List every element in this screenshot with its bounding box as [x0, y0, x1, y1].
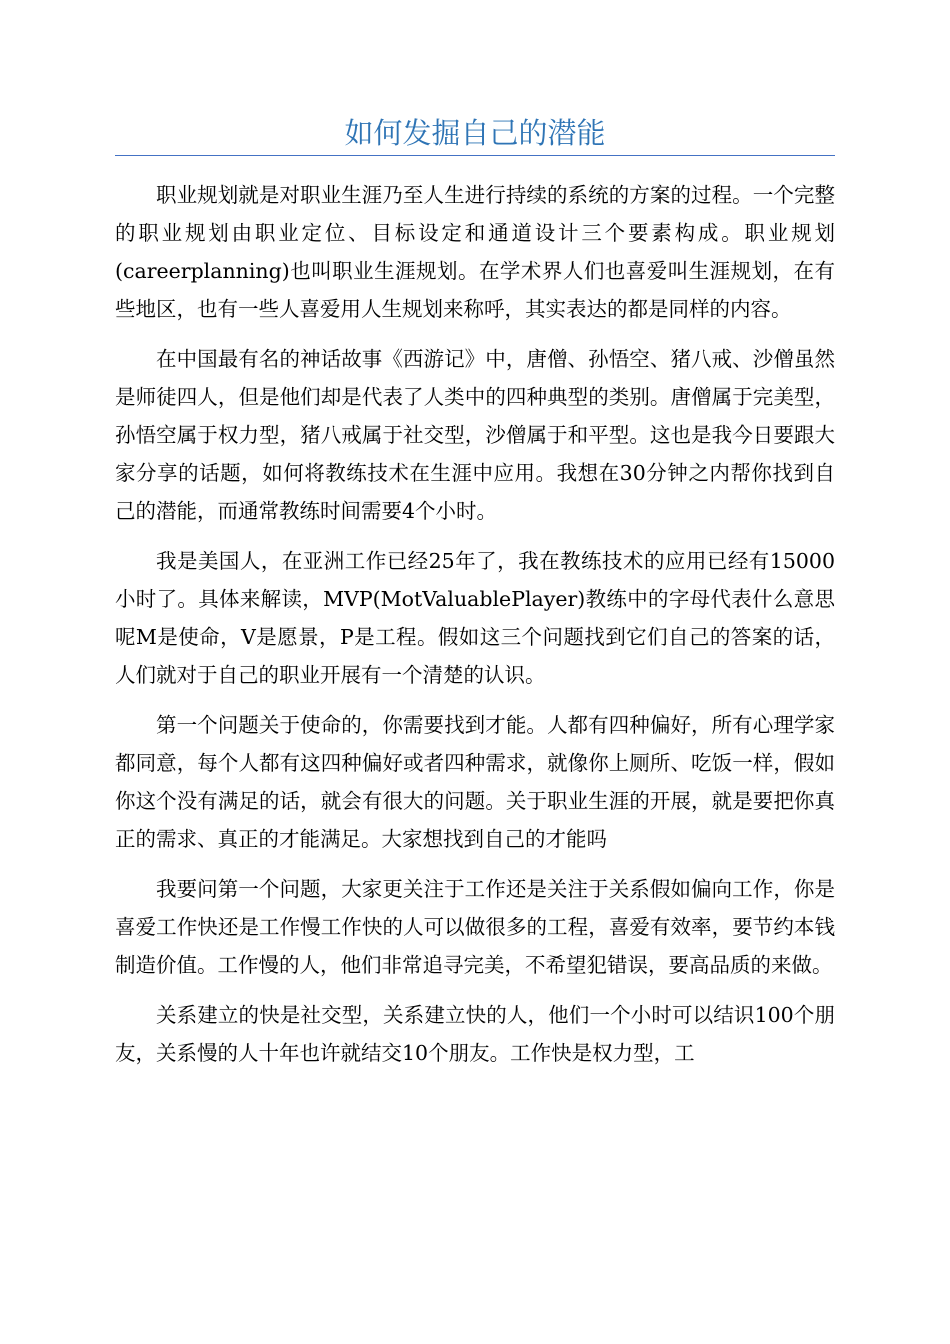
- paragraph-3: 我是美国人，在亚洲工作已经25年了，我在教练技术的应用已经有15000小时了。具体来解读，MVP(MotValuablePlayer)教练中的字母代表什么意思呢M是使命，V是愿景，P是工程。假如这三个问题找到它们自己的答案的话，人们就对于自己的职业开展有一个清楚的认识。: [115, 549, 835, 687]
- paragraph-1: 职业规划就是对职业生涯乃至人生进行持续的系统的方案的过程。一个完整的职业规划由职业定位、目标设定和通道设计三个要素构成。职业规划(careerplanning)也叫职业生涯规划。在学术界人们也喜爱叫生涯规划，在有些地区，也有一些人喜爱用人生规划来称呼，其实表达的都是同样的内容。: [115, 183, 835, 321]
- document-body: [115, 176, 835, 1084]
- paragraph-4: 第一个问题关于使命的，你需要找到才能。人都有四种偏好，所有心理学家都同意，每个人都有这四种偏好或者四种需求，就像你上厕所、吃饭一样，假如你这个没有满足的话，就会有很大的问题。关于职业生涯的开展，就是要把你真正的需求、真正的才能满足。大家想找到自己的才能吗: [115, 713, 835, 851]
- paragraph-6: 关系建立的快是社交型，关系建立快的人，他们一个小时可以结识100个朋友，关系慢的人十年也许就结交10个朋友。工作快是权力型，工: [115, 1003, 835, 1065]
- paragraph-2: 在中国最有名的神话故事《西游记》中，唐僧、孙悟空、猪八戒、沙僧虽然是师徒四人，但是他们却是代表了人类中的四种典型的类别。唐僧属于完美型，孙悟空属于权力型，猪八戒属于社交型，沙僧属于和平型。这也是我今日要跟大家分享的话题，如何将教练技术在生涯中应用。我想在30分钟之内帮你找到自己的潜能，而通常教练时间需要4个小时。: [115, 347, 835, 523]
- title-underline: [115, 155, 835, 156]
- document-title: 如何发掘自己的潜能: [344, 116, 606, 150]
- paragraph-5: 我要问第一个问题，大家更关注于工作还是关注于关系假如偏向工作，你是喜爱工作快还是工作慢工作快的人可以做很多的工程，喜爱有效率，要节约本钱制造价值。工作慢的人，他们非常追寻完美，不希望犯错误，要高品质的来做。: [115, 877, 835, 977]
